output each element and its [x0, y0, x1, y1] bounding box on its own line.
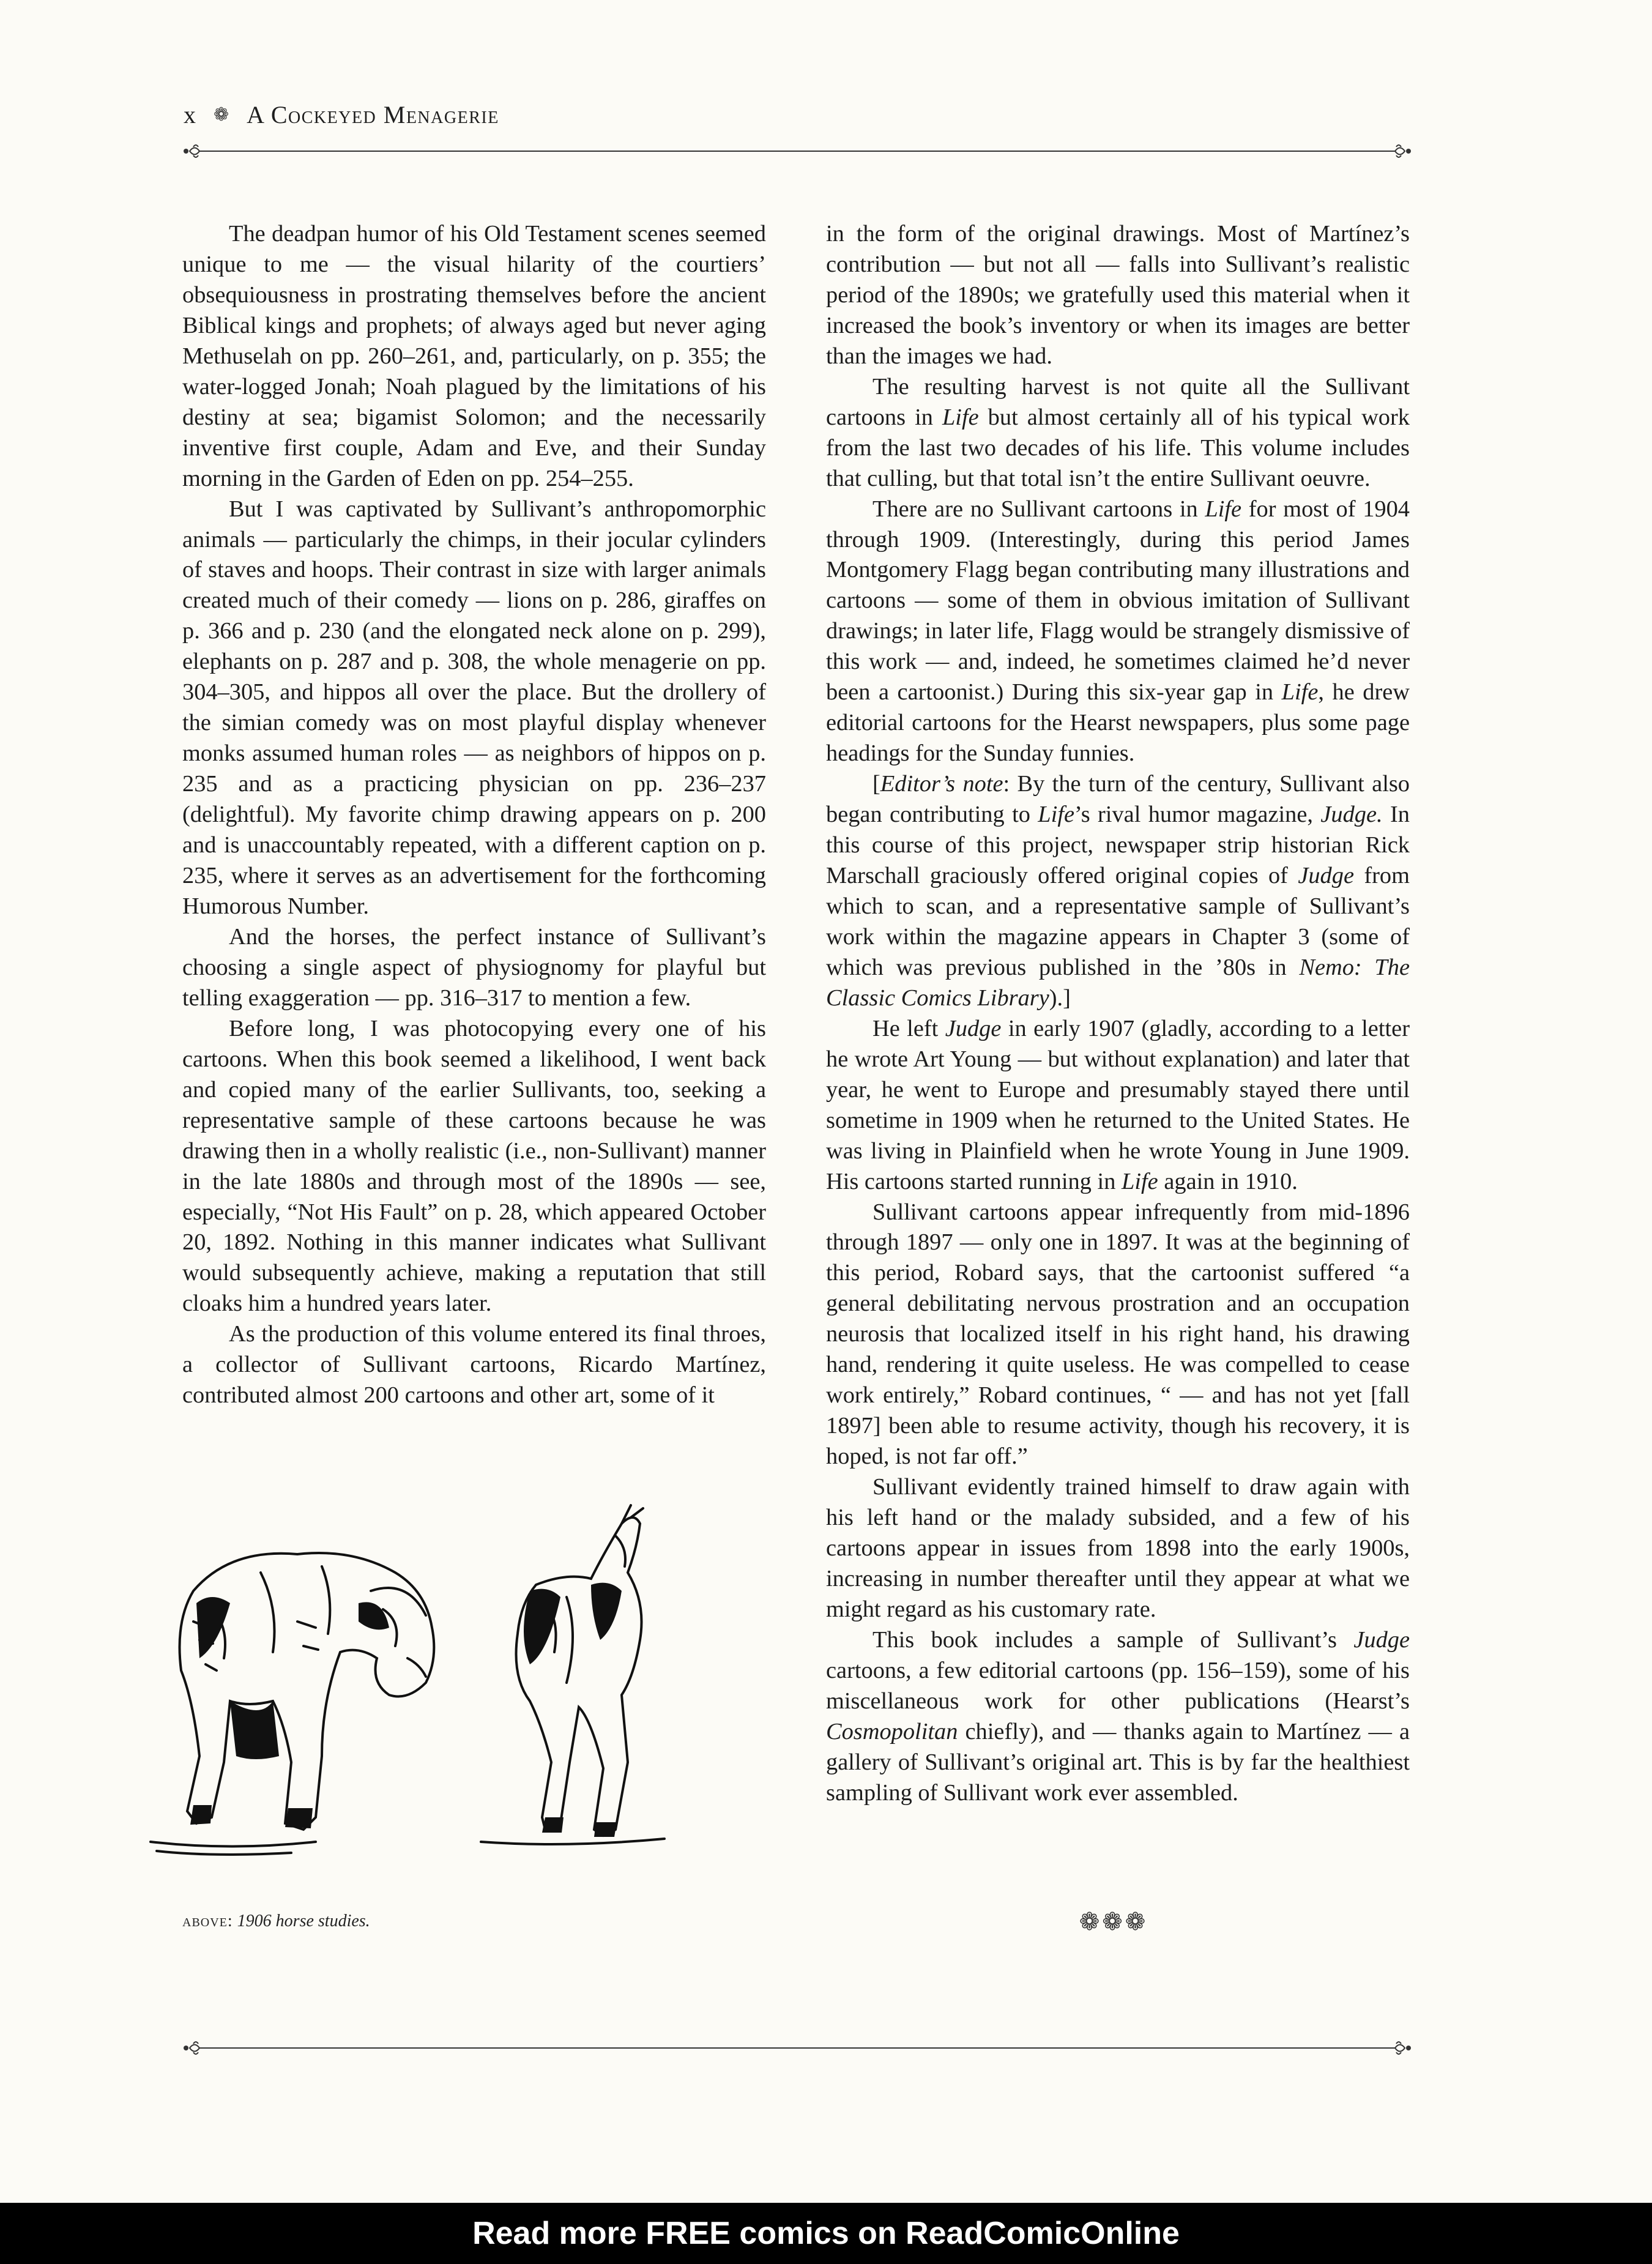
figure-caption — [182, 1912, 370, 1931]
running-title: A Cockeyed Menagerie — [247, 101, 499, 128]
paragraph: [Editor’s note: By the turn of the century, Sullivant also began contributing to Life’s rival humor magazine, Judge. In this course of this project, newspaper strip historian Rick Marschall graciously offered original copies of Judge from which to scan, and a representative sample of Sullivant’s work within the magazine appears in Chapter 3 (some of which was previous published in the ’80s in Nemo: The Classic Comics Library).] — [826, 771, 1410, 1011]
paragraph: There are no Sullivant cartoons in Life for most of 1904 through 1909. (Interestingly, during this period James Montgomery Flagg began contributing many illustrations and cartoons — some of them in obvious imitation of Sullivant drawings; in later life, Flagg would be strangely dismissive of this work — and, indeed, he sometimes claimed he’d never been a cartoonist.) During this six-year gap in Life, he drew editorial cartoons for the Hearst newspapers, plus some page headings for the Sunday funnies. — [826, 496, 1410, 767]
promo-banner-text[interactable]: Read more FREE comics on ReadComicOnline — [472, 2216, 1180, 2251]
paragraph: But I was captivated by Sullivant’s anthropomorphic animals — particularly the chimps, in their jocular cylinders of staves and hoops. Their contrast in size with larger animals created much of their comedy — lions on p. 286, giraffes on p. 366 and p. 230 (and the elongated neck alone on p. 299), elephants on p. 287 and p. 308, the whole menagerie on pp. 304–305, and hippos all over the place. But the drollery of the simian comedy was on most playful display whenever monks assumed human roles — as neighbors of hippos on p. 235 and as a practicing physician on pp. 236–237 (delightful). My favorite chimp drawing appears on p. 200 and is unaccountably repeated, with a different caption on p. 235, where it serves as an advertisement for the forthcoming Humorous Number. — [182, 496, 766, 919]
paragraph: And the horses, the perfect instance of Sullivant’s choosing a single aspect of physiognomy for playful but telling exaggeration — pp. 316–317 to mention a few. — [182, 923, 766, 1011]
bottom-rule-divider — [181, 2039, 1413, 2057]
caption-label: above: — [182, 1912, 233, 1931]
paragraph: This book includes a sample of Sullivant’s Judge cartoons, a few editorial cartoons (pp. 156–159), some of his miscellaneous work for other publications (Hearst’s Cosmopolitan chiefly), and — thanks again to Martínez — a gallery of Sullivant’s original art. This is by far the healthiest sampling of Sullivant work ever assembled. — [826, 1626, 1410, 1806]
running-head — [184, 100, 499, 129]
paragraph: Sullivant evidently trained himself to draw again with his left hand or the malady subsided, and a few of his cartoons appear in issues from 1898 into the early 1900s, increasing in number thereafter until they appear at what we might regard as his customary rate. — [826, 1474, 1410, 1622]
promo-banner[interactable] — [0, 2203, 1652, 2264]
horse-sketch-rear — [481, 1505, 664, 1844]
top-rule-divider — [181, 142, 1413, 160]
paragraph: He left Judge in early 1907 (gladly, according to a letter he wrote Art Young — but without explanation) and later that year, he went to Europe and presumably stayed there until sometime in 1909 when he returned to the United States. He was living in Plainfield when he wrote Young in June 1909. His cartoons started running in Life again in 1910. — [826, 1015, 1410, 1194]
paragraph: The resulting harvest is not quite all the Sullivant cartoons in Life but almost certainly all of his typical work from the last two decades of his life. This volume includes that culling, but that total isn’t the entire Sullivant oeuvre. — [826, 373, 1410, 491]
paragraph: in the form of the original drawings. Most of Martínez’s contribution — but not all — falls into Sullivant’s realistic period of the 1890s; we gratefully used this material when it increased the book’s inventory or when its images are better than the images we had. — [826, 221, 1410, 369]
paragraph: Before long, I was photocopying every one of his cartoons. When this book seemed a likelihood, I went back and copied many of the earlier Sullivants, too, seeking a representative sample of these cartoons because he was drawing then in a wholly realistic (i.e., non-Sullivant) manner in the late 1880s and through most of the 1890s — see, especially, “Not His Fault” on p. 28, which appeared October 20, 1892. Nothing in this manner indicates what Sullivant would subsequently achieve, making a reputation that still cloaks him a hundred years later. — [182, 1015, 766, 1317]
paragraph: The deadpan humor of his Old Testament scenes seemed unique to me — the visual hilarity of the courtiers’ obsequiousness in prostrating themselves before the ancient Biblical kings and prophets; of always aged but never aging Methuselah on pp. 260–261, and, particularly, on p. 355; the water-logged Jonah; Noah plagued by the limitations of his destiny at sea; bigamist Solomon; and the necessarily inventive first couple, Adam and Eve, and their Sunday morning in the Garden of Eden on pp. 254–255. — [182, 221, 766, 491]
flower-ornament-icon: ❁ — [214, 105, 230, 125]
caption-text: 1906 horse studies. — [237, 1912, 370, 1931]
section-end-ornament-icon: ❁❁❁ — [1079, 1908, 1148, 1936]
horse-studies-illustration — [138, 1499, 775, 1866]
page-number: x — [184, 101, 196, 128]
left-text-column — [182, 219, 766, 1411]
paragraph: Sullivant cartoons appear infrequently from mid-1896 through 1897 — only one in 1897. It was at the beginning of this period, Robard says, that the cartoonist suffered “a general debilitating nervous prostration and an occupation neurosis that localized itself in his right hand, his drawing hand, rendering it quite useless. He was compelled to cease work entirely,” Robard continues, “ — and has not yet [fall 1897] been able to resume activity, though his recovery, it is hoped, is not far off.” — [826, 1199, 1410, 1470]
paragraph: As the production of this volume entered its final throes, a collector of Sullivant cartoons, Ricardo Martínez, contributed almost 200 cartoons and other art, some of it — [182, 1321, 766, 1409]
right-text-column — [826, 219, 1410, 1809]
